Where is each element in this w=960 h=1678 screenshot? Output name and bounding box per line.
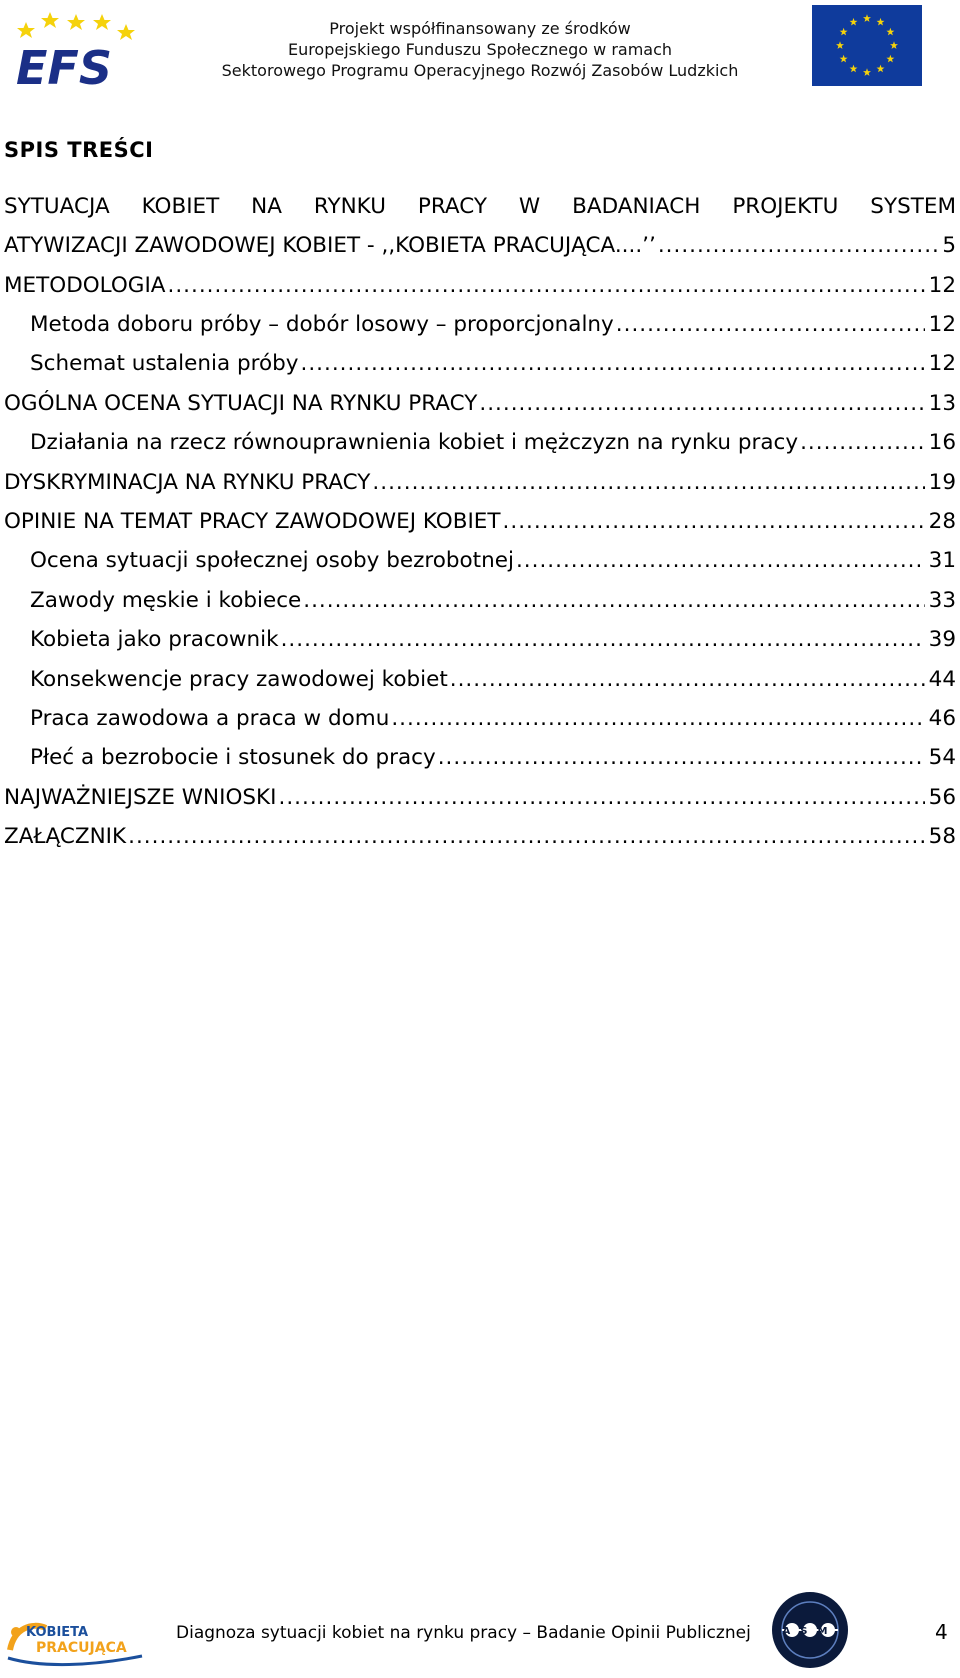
toc-entry[interactable] [4, 507, 956, 537]
project-line-1: Projekt współfinansowany ze środków [329, 19, 631, 38]
toc-entry-page: 12 [928, 272, 956, 298]
toc-entry-page: 19 [928, 469, 956, 495]
dot-leader [658, 231, 938, 261]
toc-entry-word: PROJEKTU [732, 194, 839, 219]
toc-entry-page: 58 [928, 824, 956, 850]
toc-entry-text: Praca zawodowa a praca w domu [30, 705, 390, 731]
toc-entry-text: ZAŁĄCZNIK [4, 824, 127, 850]
dot-leader [168, 271, 925, 301]
toc-entry-text: DYSKRYMINACJA NA RYNKU PRACY [4, 469, 371, 495]
dot-leader [616, 310, 925, 340]
toc-entry[interactable] [4, 586, 956, 616]
toc-entry-text: Działania na rzecz równouprawnienia kobiet i mężczyzn na rynku pracy [30, 430, 799, 456]
dot-leader [128, 822, 925, 852]
dot-leader [372, 468, 924, 498]
toc-entry-word: PRACY [417, 194, 487, 219]
dot-leader [516, 546, 925, 576]
toc-entry-word: NA [251, 194, 282, 219]
eu-flag-logo [812, 5, 922, 86]
page-header [0, 0, 960, 100]
dot-leader [479, 389, 924, 419]
dot-leader [391, 704, 924, 734]
toc-entry-text: Metoda doboru próby – dobór losowy – proporcjonalny [30, 311, 614, 337]
dot-leader [800, 428, 925, 458]
toc-entry-text: NAJWAŻNIEJSZE WNIOSKI [4, 784, 277, 810]
toc-entry[interactable] [4, 428, 956, 458]
kobieta-logo-line2: PRACUJĄCA [36, 1640, 127, 1656]
toc-entry-page: 33 [928, 587, 956, 613]
toc-entry[interactable] [4, 783, 956, 813]
asm-logo [770, 1590, 850, 1670]
page-number: 4 [935, 1620, 948, 1644]
toc-entry-text: OPINIE NA TEMAT PRACY ZAWODOWEJ KOBIET [4, 508, 501, 534]
page-footer [0, 1590, 960, 1678]
toc-entry-page: 54 [928, 745, 956, 771]
dot-leader [281, 625, 925, 655]
dot-leader [450, 665, 925, 695]
toc-entry-word: RYNKU [313, 194, 386, 219]
dot-leader [301, 349, 925, 379]
kobieta-logo-line1: KOBIETA [26, 1625, 89, 1640]
toc-entry-text: Ocena sytuacji społecznej osoby bezrobotnej [30, 548, 514, 574]
toc-entry-page: 44 [928, 666, 956, 692]
project-line-3: Sektorowego Programu Operacyjnego Rozwój Zasobów Ludzkich [221, 61, 739, 80]
toc-entry[interactable] [4, 743, 956, 773]
dot-leader [279, 783, 925, 813]
toc-entry-page: 12 [928, 311, 956, 337]
dot-leader [503, 507, 925, 537]
toc-entry-text: Konsekwencje pracy zawodowej kobiet [30, 666, 448, 692]
toc-entry-text: Kobieta jako pracownik [30, 627, 279, 653]
toc-entry-text: Schemat ustalenia próby [30, 351, 299, 377]
dot-leader [438, 743, 925, 773]
toc-entry[interactable] [4, 665, 956, 695]
toc-entry-page: 16 [928, 430, 956, 456]
project-line-2: Europejskiego Funduszu Społecznego w ramach [287, 40, 673, 59]
toc-entry-text: Płeć a bezrobocie i stosunek do pracy [30, 745, 436, 771]
toc-entry[interactable] [4, 271, 956, 301]
asm-logo-text: ASM [782, 1626, 838, 1637]
toc-entry-text: OGÓLNA OCENA SYTUACJI NA RYNKU PRACY [4, 390, 478, 416]
toc-entry-first-line2[interactable] [4, 231, 956, 261]
toc-entry-word: BADANIACH [572, 194, 701, 219]
toc-entry[interactable] [4, 822, 956, 852]
toc-entry-page: 28 [928, 508, 956, 534]
toc-heading: SPIS TREŚCI [4, 138, 154, 162]
toc-entry-word: SYSTEM [870, 194, 956, 219]
toc-entry[interactable] [4, 546, 956, 576]
efs-logo [14, 6, 144, 90]
kobieta-pracujaca-logo [2, 1610, 152, 1670]
toc-entry[interactable] [4, 349, 956, 379]
toc-entry-text: ATYWIZACJI ZAWODOWEJ KOBIET - ,,KOBIETA PRACUJĄCA....’’ [4, 233, 656, 258]
toc-entry-page: 39 [928, 627, 956, 653]
toc-entry-page: 12 [928, 351, 956, 377]
toc-entry[interactable] [4, 625, 956, 655]
toc-entry-page: 13 [928, 390, 956, 416]
toc-entry[interactable] [4, 310, 956, 340]
toc-entry-page: 5 [942, 233, 956, 258]
toc-entry-text: METODOLOGIA [4, 272, 166, 298]
toc-entry-word: W [518, 194, 541, 219]
toc-entry-text: Zawody męskie i kobiece [30, 587, 302, 613]
toc-entry-word: SYTUACJA [4, 194, 110, 219]
toc-entry[interactable] [4, 468, 956, 498]
efs-logo-text: EFS [16, 41, 112, 90]
toc-entry-page: 56 [928, 784, 956, 810]
toc-entry-page: 46 [928, 705, 956, 731]
toc-entry-first-line1[interactable] [4, 192, 956, 222]
toc-entry-page: 31 [928, 548, 956, 574]
project-funding-note [195, 18, 765, 81]
toc-entry[interactable] [4, 704, 956, 734]
dot-leader [303, 586, 924, 616]
toc-entry[interactable] [4, 389, 956, 419]
toc-entry-word: KOBIET [141, 194, 220, 219]
footer-title: Diagnoza sytuacji kobiet na rynku pracy – Badanie Opinii Publicznej [176, 1623, 751, 1643]
